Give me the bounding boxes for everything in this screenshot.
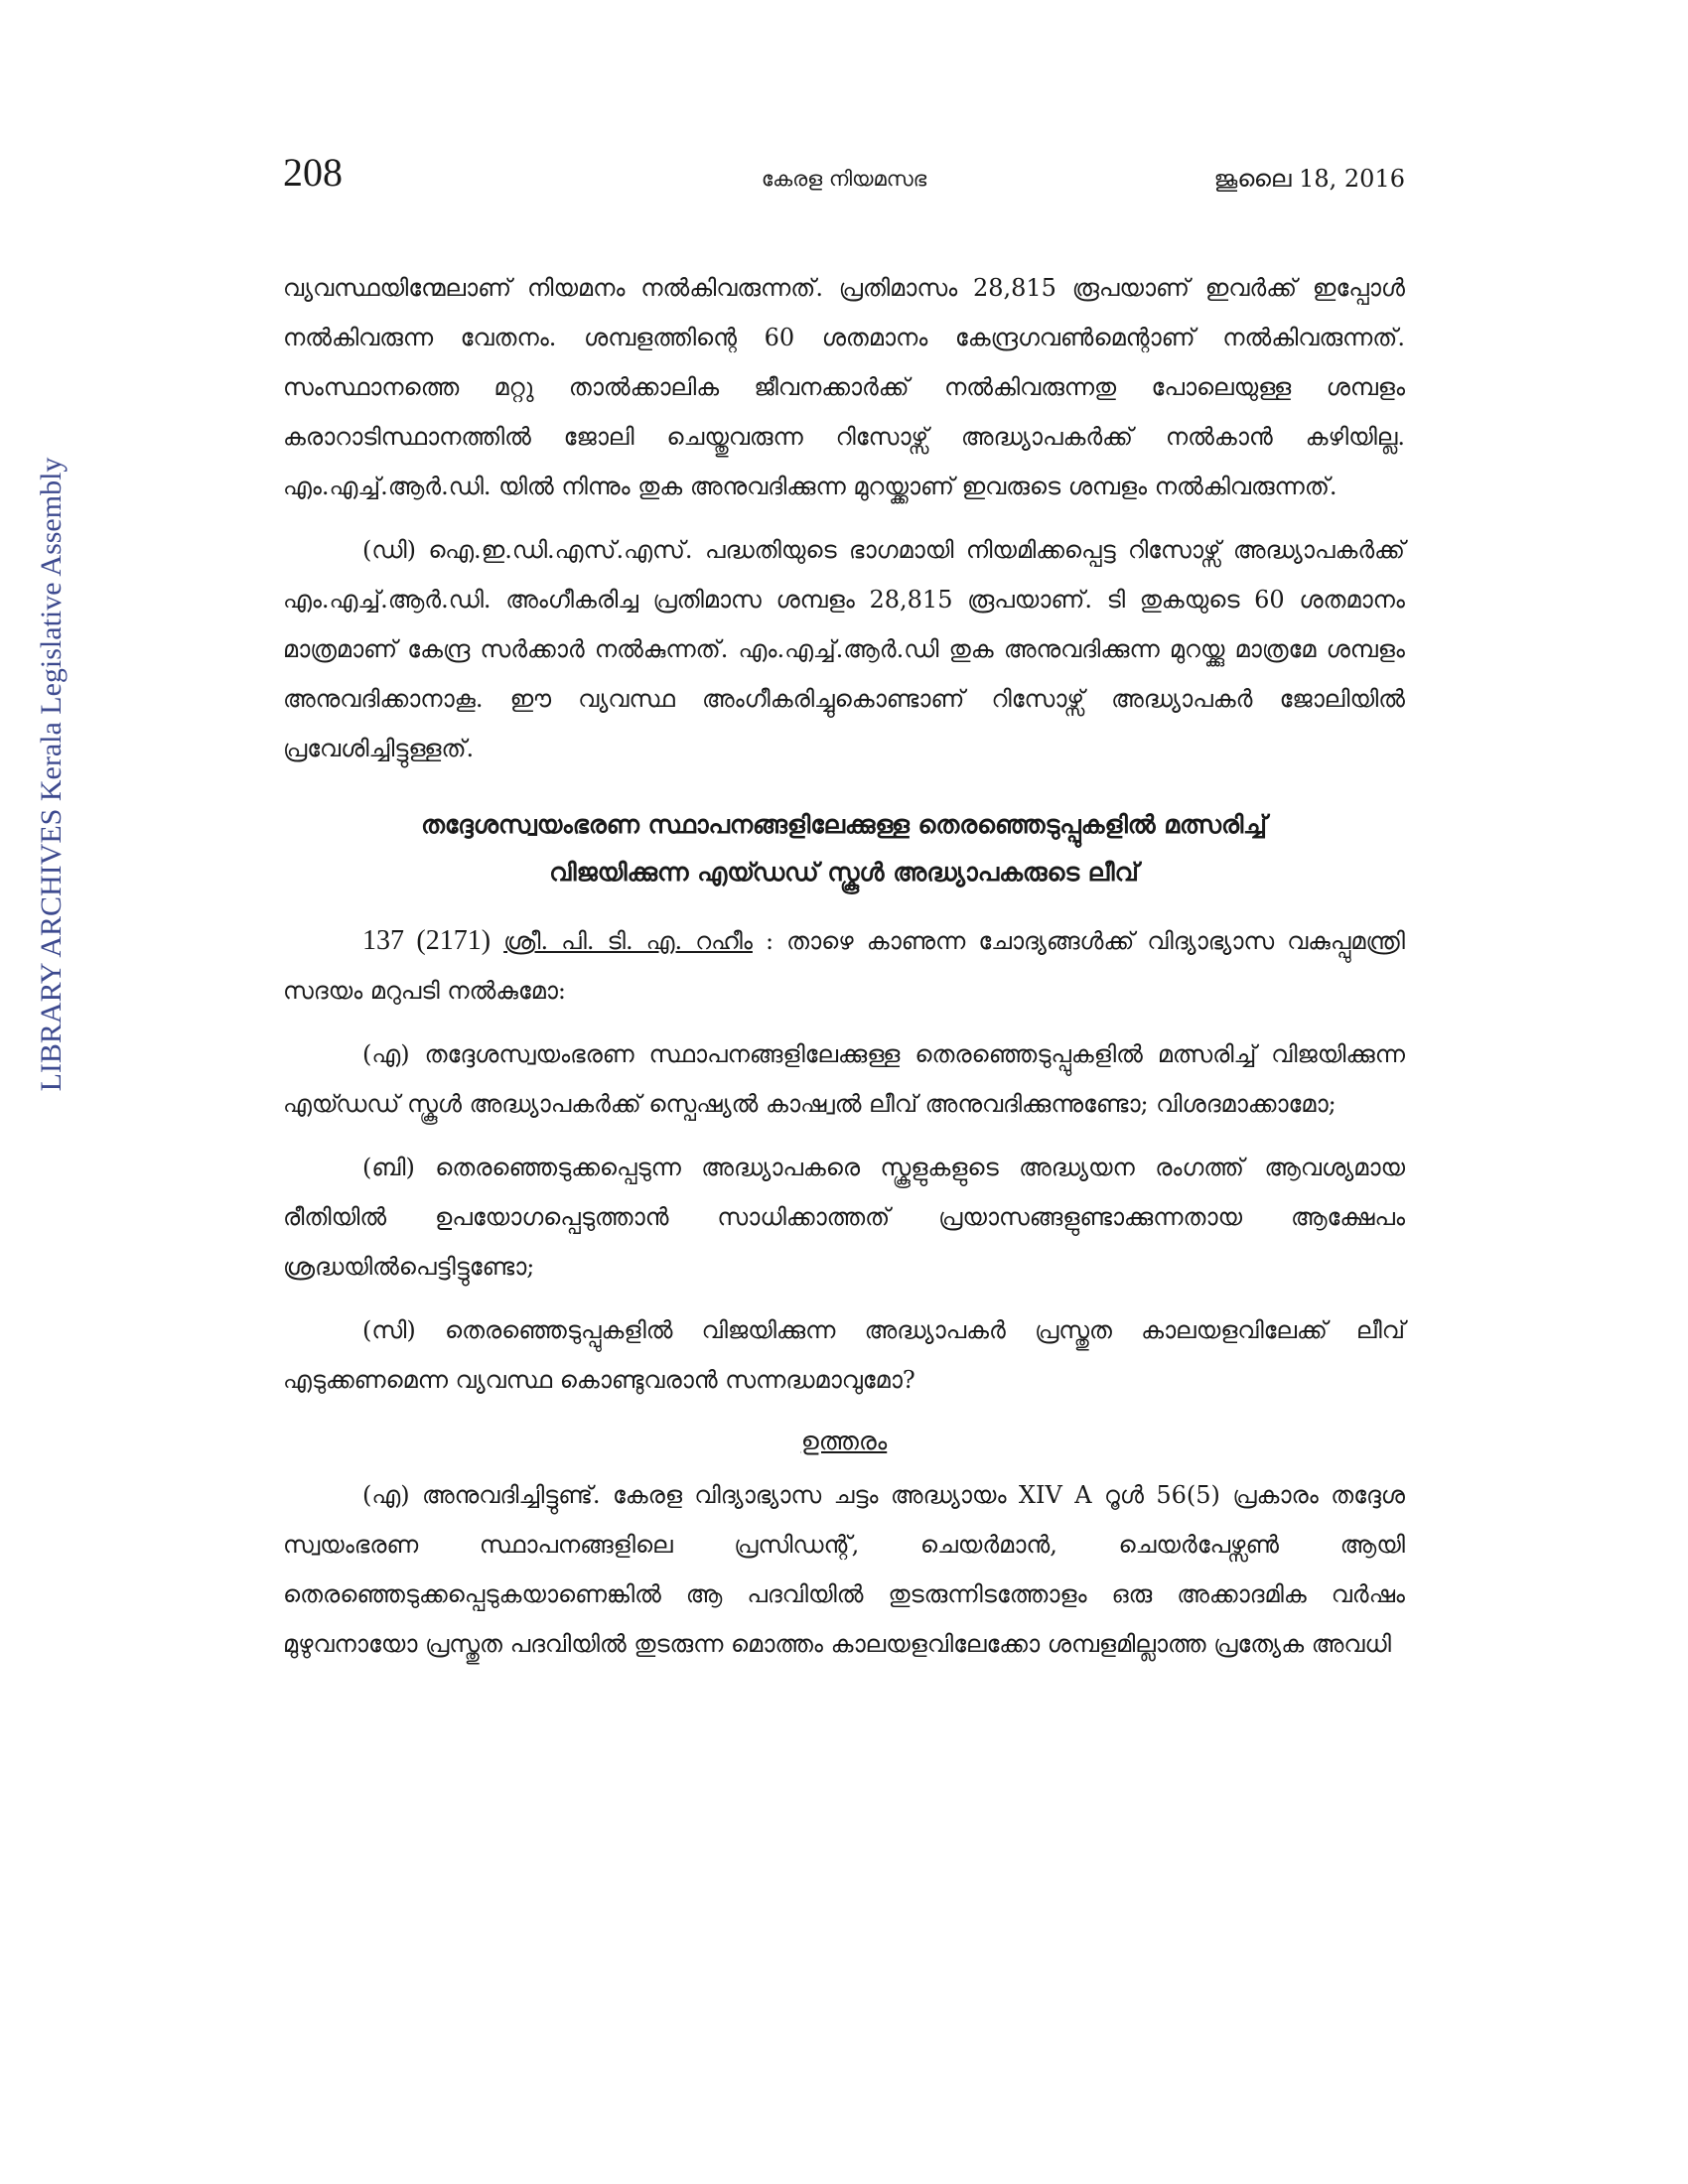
answer-para-d: (ഡി) ഐ.ഇ.ഡി.എസ്.എസ്. പദ്ധതിയുടെ ഭാഗമായി നിയമിക്കപ്പെട്ട റിസോഴ്സ് അദ്ധ്യാപകർക്ക് എം.എച്ച്.ആർ.ഡി. അംഗീകരിച്ച പ്രതിമാസ ശമ്പളം 28,815 രൂപയാണ്. ടി തുകയുടെ 60 ശതമാനം മാത്രമാണ് കേന്ദ്ര സർക്കാർ നൽകുന്നത്. എം.എച്ച്.ആർ.ഡി തുക അനുവദിക്കുന്ന മുറയ്ക്കു മാത്രമേ ശമ്പളം അനുവദിക്കാനാകൂ. ഈ വ്യവസ്ഥ അംഗീകരിച്ചുകൊണ്ടാണ് റിസോഴ്സ് അദ്ധ്യാപകർ ജോലിയിൽ പ്രവേശിച്ചിട്ടുള്ളത്.: [283, 536, 1405, 762]
answer-a: (എ) അനുവദിച്ചിട്ടുണ്ട്. കേരള വിദ്യാഭ്യാസ ചട്ടം അദ്ധ്യായം XIV A റൂൾ 56(5) പ്രകാരം തദ്ദേശ സ്വയംഭരണ സ്ഥാപനങ്ങളിലെ പ്രസിഡന്റ്, ചെയർമാൻ, ചെയർപേഴ്സൺ ആയി തെരഞ്ഞെടുക്കപ്പെടുകയാണെങ്കിൽ ആ പദവിയിൽ തുടരുന്നിടത്തോളം ഒരു അക്കാദമിക വർഷം മുഴുവനായോ പ്രസ്തുത പദവിയിൽ തുടരുന്ന മൊത്തം കാലയളവിലേക്കോ ശമ്പളമില്ലാത്ത പ്രത്യേക അവധി: [283, 1481, 1405, 1658]
question-intro: : താഴെ കാണുന്ന ചോദ്യങ്ങൾക്ക് വിദ്യാഭ്യാസ വകുപ്പുമന്ത്രി സദയം മറുപടി നൽകുമോ:: [283, 927, 1405, 1005]
question-a: (എ) തദ്ദേശസ്വയംഭരണ സ്ഥാപനങ്ങളിലേക്കുള്ള തെരഞ്ഞെടുപ്പുകളിൽ മത്സരിച്ച് വിജയിക്കുന്ന എയ്ഡഡ് സ്കൂൾ അദ്ധ്യാപകർക്ക് സ്പെഷ്യൽ കാഷ്വൽ ലീവ് അനുവദിക്കുന്നുണ്ടോ; വിശദമാക്കാമോ;: [283, 1040, 1405, 1118]
answer-heading: [283, 1427, 1405, 1456]
question-b: (ബി) തെരഞ്ഞെടുക്കപ്പെടുന്ന അദ്ധ്യാപകരെ സ്കൂളുകളുടെ അദ്ധ്യയന രംഗത്ത് ആവശ്യമായ രീതിയിൽ ഉപയോഗപ്പെടുത്താൻ സാധിക്കാത്തത് പ്രയാസങ്ങളുണ്ടാക്കുന്നതായ ആക്ഷേപം ശ്രദ്ധയിൽപെട്ടിട്ടുണ്ടോ;: [283, 1154, 1405, 1281]
archive-watermark: LIBRARY ARCHIVES Kerala Legislative Assembly: [35, 457, 68, 1092]
section-heading-line-2: വിജയിക്കുന്ന എയ്ഡഡ് സ്കൂൾ അദ്ധ്യാപകരുടെ ലീവ്: [549, 858, 1139, 887]
header-title: കേരള നിയമസഭ: [761, 167, 927, 191]
question-c: (സി) തെരഞ്ഞെടുപ്പുകളിൽ വിജയിക്കുന്ന അദ്ധ്യാപകർ പ്രസ്തുത കാലയളവിലേക്ക് ലീവ് എടുക്കണമെന്ന വ്യവസ്ഥ കൊണ്ടുവരാൻ സന്നദ്ധമാവുമോ?: [283, 1316, 1405, 1394]
section-heading-line-1: തദ്ദേശസ്വയംഭരണ സ്ഥാപനങ്ങളിലേക്കുള്ള തെരഞ്ഞെടുപ്പുകളിൽ മത്സരിച്ച്: [421, 810, 1267, 839]
page-header: [283, 149, 1405, 208]
page-content: [283, 263, 1405, 1669]
question-number: 137 (2171): [362, 925, 492, 956]
member-name: ശ്രീ. പി. ടി. എ. റഹീം: [503, 927, 753, 955]
header-date: ജൂലൈ 18, 2016: [1213, 165, 1405, 193]
page-number: 208: [283, 150, 343, 195]
section-heading: [283, 801, 1405, 896]
continued-paragraph: വ്യവസ്ഥയിന്മേലാണ് നിയമനം നൽകിവരുന്നത്. പ്രതിമാസം 28,815 രൂപയാണ് ഇവർക്ക് ഇപ്പോൾ നൽകിവരുന്ന വേതനം. ശമ്പളത്തിന്റെ 60 ശതമാനം കേന്ദ്രഗവൺമെന്റാണ് നൽകിവരുന്നത്. സംസ്ഥാനത്തെ മറ്റു താൽക്കാലിക ജീവനക്കാർക്ക് നൽകിവരുന്നതു പോലെയുള്ള ശമ്പളം കരാറാടിസ്ഥാനത്തിൽ ജോലി ചെയ്തുവരുന്ന റിസോഴ്സ് അദ്ധ്യാപകർക്ക് നൽകാൻ കഴിയില്ല. എം.എച്ച്.ആർ.ഡി. യിൽ നിന്നും തുക അനുവദിക്കുന്ന മുറയ്ക്കാണ് ഇവരുടെ ശമ്പളം നൽകിവരുന്നത്.: [283, 274, 1405, 500]
answer-heading-label: ഉത്തരം: [800, 1427, 888, 1455]
question-intro-paragraph: [283, 916, 1405, 1016]
